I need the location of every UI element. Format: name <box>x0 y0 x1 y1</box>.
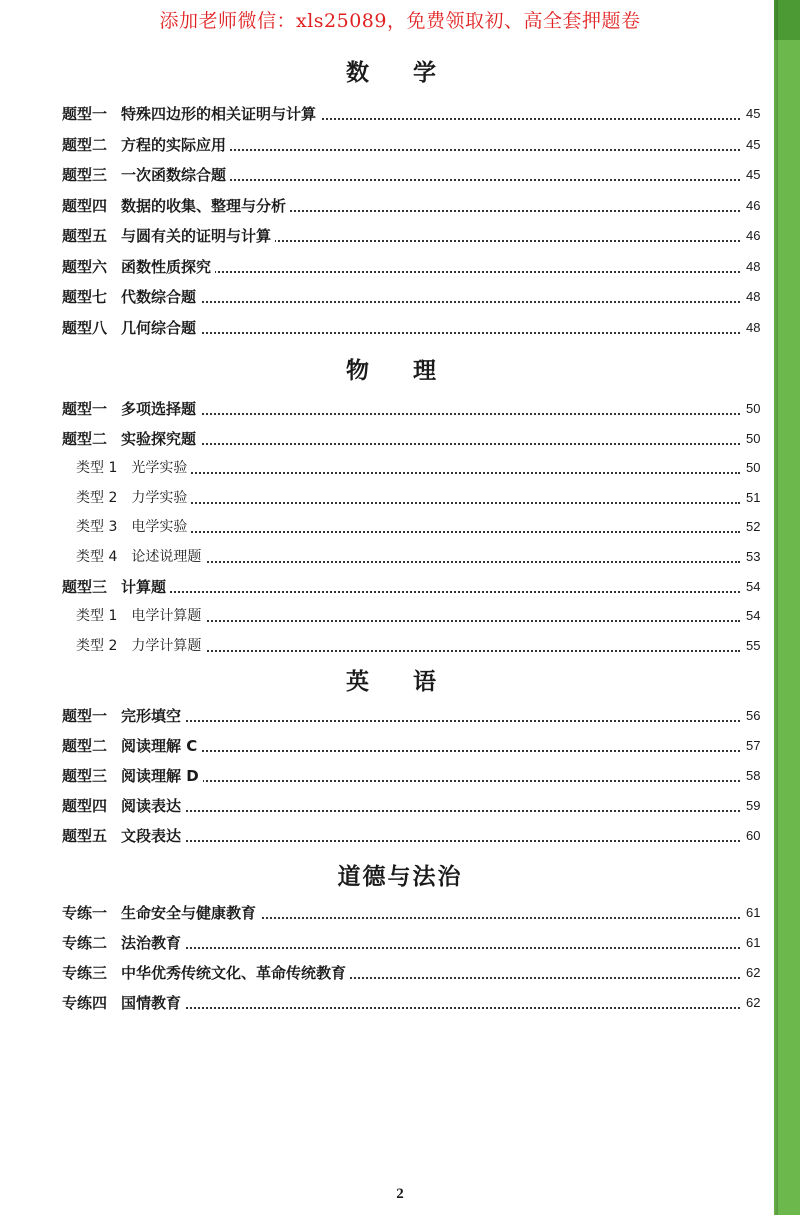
toc-entry-page-number: 45 <box>742 103 760 125</box>
toc-entry-label <box>62 902 260 924</box>
toc-entry[interactable] <box>0 795 800 819</box>
toc-entry-title: 阅读表达 <box>121 797 182 815</box>
toc-entry-label <box>62 286 200 308</box>
dot-leader <box>102 720 740 722</box>
dot-leader <box>102 947 740 949</box>
toc-entry-page-number: 56 <box>742 705 760 727</box>
toc-entry-label <box>62 256 215 278</box>
toc-entry-label <box>62 705 185 727</box>
toc-entry-page-number: 46 <box>742 225 760 247</box>
toc-entry[interactable] <box>0 103 800 127</box>
toc-entry-title: 多项选择题 <box>121 400 197 418</box>
toc-entry-title: 实验探究题 <box>121 430 197 448</box>
toc-entry-label <box>62 103 320 125</box>
toc-entry-label <box>62 735 201 757</box>
toc-entry[interactable] <box>0 317 800 341</box>
toc-entry-title: 法治教育 <box>121 934 182 952</box>
toc-entry-label <box>62 195 290 217</box>
toc-entry[interactable] <box>0 932 800 956</box>
toc-entry-page-number: 55 <box>742 635 760 657</box>
toc-entry-title: 数据的收集、整理与分析 <box>121 197 287 215</box>
toc-entry-title: 电学计算题 <box>131 608 202 624</box>
toc-entry-label <box>62 825 185 847</box>
toc-entry-page-number: 53 <box>742 546 760 568</box>
toc-entry-label <box>62 164 230 186</box>
toc-entry-page-number: 60 <box>742 825 760 847</box>
toc-entry-title: 国情教育 <box>121 994 182 1012</box>
toc-entry-label <box>62 795 185 817</box>
dot-leader <box>116 650 740 652</box>
toc-entry[interactable] <box>0 825 800 849</box>
toc-entry-label <box>62 576 170 598</box>
toc-entry-title: 阅读理解 C <box>121 737 198 755</box>
toc-entry-prefix: 专练一 <box>62 904 108 922</box>
toc-entry-page-number: 58 <box>742 765 760 787</box>
toc-entry-title: 计算题 <box>121 578 167 596</box>
toc-entry-page-number: 62 <box>742 992 760 1014</box>
toc-entry-title: 几何综合题 <box>121 319 197 337</box>
toc-entry-page-number: 62 <box>742 962 760 984</box>
dot-leader <box>116 472 740 474</box>
toc-entry[interactable] <box>0 992 800 1016</box>
toc-entry-prefix: 类型 1 <box>76 608 118 624</box>
toc-entry-prefix: 类型 3 <box>76 519 118 535</box>
toc-entry[interactable] <box>0 428 800 452</box>
toc-entry-prefix: 题型一 <box>62 707 108 725</box>
toc-entry-prefix: 题型六 <box>62 258 108 276</box>
toc-entry-page-number: 59 <box>742 795 760 817</box>
toc-entry[interactable] <box>0 487 800 511</box>
toc-entry-page-number: 50 <box>742 398 760 420</box>
toc-entry-title: 中华优秀传统文化、革命传统教育 <box>121 964 347 982</box>
toc-entry-label <box>76 516 191 538</box>
toc-entry[interactable] <box>0 398 800 422</box>
toc-entry-prefix: 题型三 <box>62 166 108 184</box>
toc-entry[interactable] <box>0 576 800 600</box>
toc-entry-prefix: 题型五 <box>62 227 108 245</box>
toc-entry[interactable] <box>0 225 800 249</box>
toc-entry-prefix: 题型一 <box>62 105 108 123</box>
toc-entry[interactable] <box>0 195 800 219</box>
toc-entry[interactable] <box>0 516 800 540</box>
toc-entry[interactable] <box>0 134 800 158</box>
toc-entry-prefix: 题型四 <box>62 797 108 815</box>
toc-entry-label <box>76 635 205 657</box>
toc-entry-page-number: 50 <box>742 457 760 479</box>
page-number: 2 <box>396 1186 404 1202</box>
toc-entry-prefix: 类型 1 <box>76 460 118 476</box>
toc-entry-prefix: 专练四 <box>62 994 108 1012</box>
toc-entry-prefix: 题型二 <box>62 136 108 154</box>
toc-entry-prefix: 题型五 <box>62 827 108 845</box>
toc-entry-page-number: 48 <box>742 286 760 308</box>
toc-entry-prefix: 类型 2 <box>76 490 118 506</box>
toc-entry[interactable] <box>0 635 800 659</box>
toc-entry-label <box>76 605 205 627</box>
toc-entry-title: 代数综合题 <box>121 288 197 306</box>
toc-entry-title: 与圆有关的证明与计算 <box>121 227 272 245</box>
toc-entry-prefix: 题型三 <box>62 578 108 596</box>
dot-leader <box>116 620 740 622</box>
toc-entry-title: 力学实验 <box>131 490 188 506</box>
toc-entry-prefix: 题型四 <box>62 197 108 215</box>
toc-entry-title: 阅读理解 D <box>121 767 199 785</box>
toc-entry-label <box>62 317 200 339</box>
section-title-morality-law: 道德与法治 <box>337 864 463 890</box>
toc-entry-prefix: 题型七 <box>62 288 108 306</box>
toc-entry-title: 一次函数综合题 <box>121 166 227 184</box>
toc-entry[interactable] <box>0 735 800 759</box>
toc-entry-label <box>62 932 185 954</box>
toc-entry-page-number: 48 <box>742 256 760 278</box>
dot-leader <box>116 502 740 504</box>
toc-entry-page-number: 51 <box>742 487 760 509</box>
toc-entry[interactable] <box>0 457 800 481</box>
dot-leader <box>102 840 740 842</box>
section-title-english: 英 语 <box>345 669 454 695</box>
section-title-math: 数 学 <box>345 60 454 86</box>
toc-entry-label <box>62 992 185 1014</box>
dot-leader <box>102 591 740 593</box>
toc-entry-prefix: 题型八 <box>62 319 108 337</box>
toc-entry-label <box>62 962 350 984</box>
toc-entry-prefix: 题型二 <box>62 737 108 755</box>
toc-entry-label <box>76 546 205 568</box>
toc-entry-label <box>62 134 230 156</box>
toc-entry-page-number: 45 <box>742 164 760 186</box>
toc-entry-title: 特殊四边形的相关证明与计算 <box>121 105 317 123</box>
toc-entry-page-number: 54 <box>742 576 760 598</box>
toc-entry-label <box>76 487 191 509</box>
toc-entry-label <box>62 765 203 787</box>
toc-entry-prefix: 类型 4 <box>76 549 118 565</box>
toc-entry-title: 论述说理题 <box>131 549 202 565</box>
dot-leader <box>102 1007 740 1009</box>
dot-leader <box>102 810 740 812</box>
toc-entry[interactable] <box>0 546 800 570</box>
toc-entry-prefix: 类型 2 <box>76 638 118 654</box>
toc-entry[interactable] <box>0 605 800 629</box>
toc-entry-page-number: 57 <box>742 735 760 757</box>
toc-entry-title: 生命安全与健康教育 <box>121 904 257 922</box>
toc-entry-title: 文段表达 <box>121 827 182 845</box>
toc-entry-prefix: 题型一 <box>62 400 108 418</box>
toc-entry-page-number: 54 <box>742 605 760 627</box>
toc-entry-title: 电学实验 <box>131 519 188 535</box>
dot-leader <box>116 561 740 563</box>
toc-entry-label <box>76 457 191 479</box>
toc-entry-prefix: 专练二 <box>62 934 108 952</box>
toc-entry-title: 函数性质探究 <box>121 258 212 276</box>
toc-entry-page-number: 61 <box>742 932 760 954</box>
section-title-physics: 物 理 <box>345 358 454 384</box>
toc-entry-page-number: 46 <box>742 195 760 217</box>
toc-entry[interactable] <box>0 705 800 729</box>
toc-entry-title: 完形填空 <box>121 707 182 725</box>
toc-entry-page-number: 48 <box>742 317 760 339</box>
watermark-banner: 添加老师微信：xls25089，免费领取初、高全套押题卷 <box>159 10 641 32</box>
toc-entry-page-number: 45 <box>742 134 760 156</box>
toc-entry-label <box>62 398 200 420</box>
toc-entry-page-number: 52 <box>742 516 760 538</box>
toc-entry[interactable] <box>0 902 800 926</box>
toc-entry[interactable] <box>0 962 800 986</box>
toc-entry[interactable] <box>0 286 800 310</box>
toc-entry-prefix: 题型二 <box>62 430 108 448</box>
toc-entry[interactable] <box>0 256 800 280</box>
toc-entry-label <box>62 428 200 450</box>
toc-entry-prefix: 专练三 <box>62 964 108 982</box>
toc-entry-prefix: 题型三 <box>62 767 108 785</box>
toc-entry-page-number: 50 <box>742 428 760 450</box>
toc-entry-title: 方程的实际应用 <box>121 136 227 154</box>
toc-entry-page-number: 61 <box>742 902 760 924</box>
toc-entry[interactable] <box>0 765 800 789</box>
toc-entry-title: 光学实验 <box>131 460 188 476</box>
dot-leader <box>116 531 740 533</box>
toc-entry-title: 力学计算题 <box>131 638 202 654</box>
toc-entry-label <box>62 225 275 247</box>
toc-entry[interactable] <box>0 164 800 188</box>
